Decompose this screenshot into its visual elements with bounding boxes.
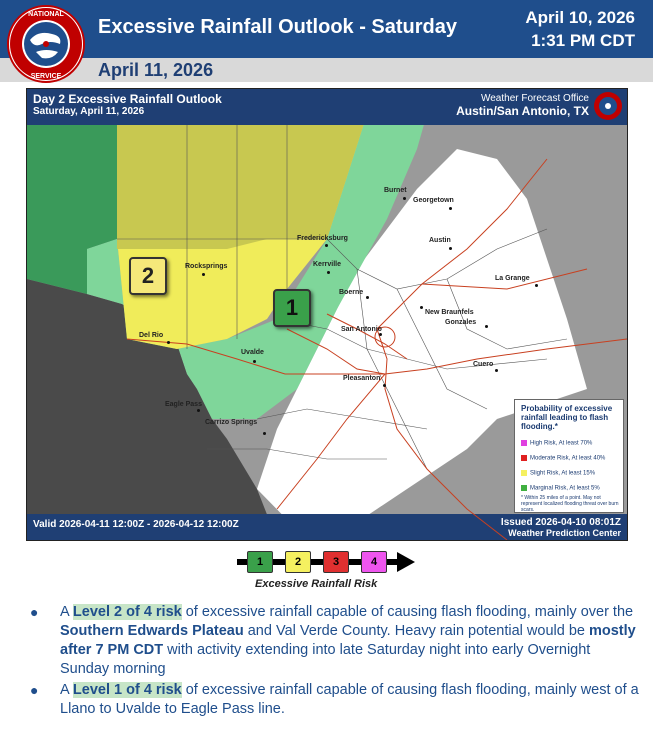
city-label: La Grange — [495, 275, 530, 282]
map-legend — [514, 399, 624, 513]
city-dot — [420, 306, 423, 309]
legend-swatch — [521, 440, 527, 446]
city-label: Georgetown — [413, 197, 454, 204]
bullet-item: ● A Level 1 of 4 risk of excessive rainfall capable of causing flash flooding, mainly west of a Llano to Uvalde to Eagle Pass line. — [30, 682, 639, 717]
subheader-bar — [0, 58, 653, 82]
city-label: Burnet — [384, 187, 407, 194]
bullet-icon: ● — [30, 604, 39, 620]
svg-text:NATIONAL: NATIONAL — [28, 11, 64, 18]
forecast-date: April 11, 2026 — [98, 60, 214, 80]
city-dot — [253, 360, 256, 363]
city-dot — [325, 244, 328, 247]
city-label: Boerne — [339, 289, 364, 296]
page-title: Excessive Rainfall Outlook - Saturday — [98, 16, 458, 38]
city-dot — [535, 284, 538, 287]
city-label: Eagle Pass — [165, 401, 202, 408]
risk-highlight: Level 1 of 4 risk — [72, 682, 182, 698]
svg-text:SERVICE: SERVICE — [30, 73, 62, 80]
city-dot — [327, 271, 330, 274]
city-label: Del Rio — [139, 332, 164, 339]
city-label: San Antonio — [341, 326, 382, 333]
issue-time: 1:31 PM CDT — [531, 31, 635, 50]
valid-period: Valid 2026-04-11 12:00Z - 2026-04-12 12:00Z — [33, 519, 239, 530]
legend-swatch — [521, 470, 527, 476]
legend-item: High Risk, At least 70% — [521, 440, 592, 447]
city-label: Rocksprings — [185, 263, 228, 270]
city-dot — [403, 197, 406, 200]
city-label: Carrizo Springs — [205, 419, 258, 426]
city-dot — [379, 333, 382, 336]
legend-swatch — [521, 455, 527, 461]
city-label: Austin — [429, 237, 451, 244]
risk-level-2-badge: 2 — [129, 257, 167, 295]
header-bar — [0, 0, 653, 58]
map-title: Day 2 Excessive Rainfall Outlook — [33, 92, 222, 106]
risk-level-1-badge: 1 — [273, 289, 311, 327]
city-label: Uvalde — [241, 349, 264, 356]
risk-highlight: Level 2 of 4 risk — [72, 604, 182, 620]
legend-item: Moderate Risk, At least 40% — [521, 455, 605, 462]
scale-level-2: 2 — [285, 551, 311, 573]
issue-date: April 10, 2026 — [525, 8, 635, 27]
city-dot — [485, 325, 488, 328]
issued-time: Issued 2026-04-10 08:01Z — [500, 517, 621, 528]
city-label: Gonzales — [445, 319, 477, 326]
issuing-center: Weather Prediction Center — [508, 528, 621, 538]
city-label: Pleasanton — [343, 375, 381, 382]
scale-level-4: 4 — [361, 551, 387, 573]
city-dot — [495, 369, 498, 372]
city-dot — [197, 409, 200, 412]
legend-item: Marginal Risk, At least 5% — [521, 485, 600, 492]
city-label: Fredericksburg — [297, 235, 348, 242]
summary-bullets — [30, 603, 642, 721]
nws-logo-icon — [6, 4, 86, 84]
city-dot — [202, 273, 205, 276]
issue-datetime — [525, 6, 635, 52]
map-subtitle: Saturday, April 11, 2026 — [33, 106, 145, 117]
legend-swatch — [521, 485, 527, 491]
city-dot — [263, 432, 266, 435]
nws-small-logo-icon — [593, 91, 623, 121]
city-dot — [449, 207, 452, 210]
legend-item: Slight Risk, At least 15% — [521, 470, 595, 477]
city-label: Kerrville — [313, 261, 342, 268]
scale-level-3: 3 — [323, 551, 349, 573]
city-label: New Braunfels — [425, 309, 474, 316]
rainfall-outlook-map — [26, 88, 628, 541]
bullet-item: ● A Level 2 of 4 risk of excessive rainfall capable of causing flash flooding, mainly over the Southern Edwards Plateau and Val Verde County. Heavy rain potential would be mostly after 7 PM CDT with activity extending into late Saturday night into early Overnight Sunday morning — [30, 604, 636, 677]
city-dot — [366, 296, 369, 299]
legend-note: * Within 25 miles of a point. May not represent localized flooding threat over burn scars. — [521, 495, 619, 513]
wfo-name: Austin/San Antonio, TX — [456, 104, 589, 118]
scale-caption: Excessive Rainfall Risk — [255, 578, 378, 590]
city-dot — [383, 384, 386, 387]
scale-level-1: 1 — [247, 551, 273, 573]
wfo-label: Weather Forecast Office — [480, 93, 589, 104]
city-dot — [167, 341, 170, 344]
city-label: Cuero — [473, 361, 494, 368]
city-dot — [449, 247, 452, 250]
legend-title: Probability of excessive rainfall leading to flash flooding.* — [521, 404, 613, 431]
bullet-icon: ● — [30, 682, 39, 698]
risk-scale — [237, 548, 417, 576]
